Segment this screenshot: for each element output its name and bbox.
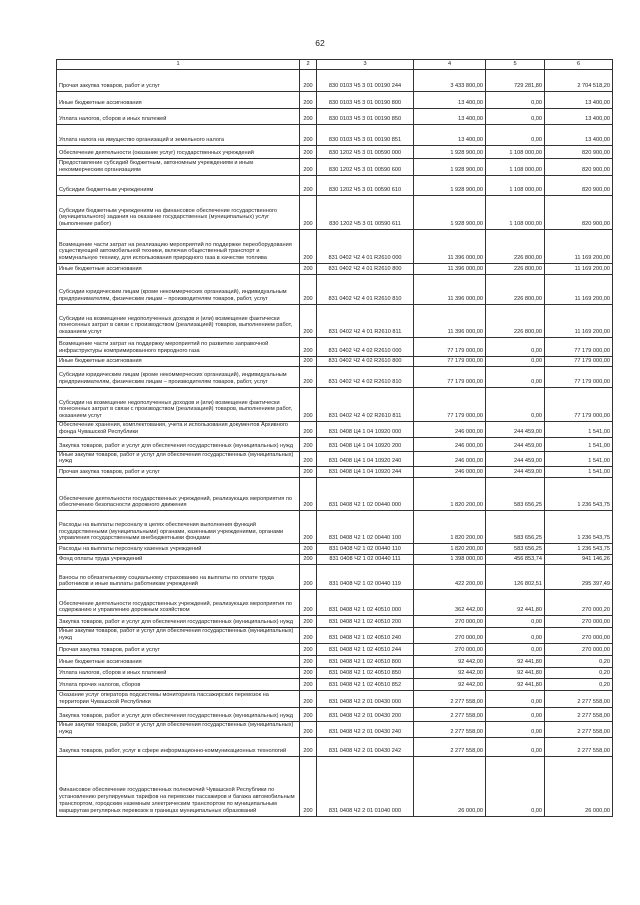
row-name: Фонд оплаты труда учреждений	[57, 555, 300, 565]
row-executed: 0,00	[486, 737, 545, 756]
row-name: Прочая закупка товаров, работ и услуг	[57, 467, 300, 478]
row-unexecuted: 820 900,00	[545, 146, 613, 159]
row-classification: 830 0103 Ч5 3 01 00190 800	[317, 92, 414, 109]
table-row	[57, 422, 613, 438]
row-name: Расходы на выплаты персоналу в целях обеспечения выполнения функций государственными (муниципальными) органами, казенными учреждениями, органами управления государственными внебюджетными фондами	[57, 511, 300, 544]
row-code: 200	[300, 275, 317, 305]
table-row	[57, 176, 613, 196]
table-row	[57, 690, 613, 707]
row-unexecuted: 295 397,49	[545, 565, 613, 590]
row-executed: 1 108 000,00	[486, 159, 545, 176]
row-name: Уплата налогов, сборов и иных платежей	[57, 109, 300, 125]
row-code: 200	[300, 555, 317, 565]
row-name: Иные закупки товаров, работ и услуг для обеспечения государственных (муниципальных) нужд	[57, 721, 300, 737]
row-code: 200	[300, 616, 317, 628]
row-approved: 1 928 900,00	[414, 159, 486, 176]
table-row	[57, 451, 613, 467]
table-row	[57, 338, 613, 357]
row-approved: 1 820 200,00	[414, 544, 486, 555]
table-row	[57, 655, 613, 667]
row-classification: 830 1202 Ч5 3 01 00590 610	[317, 176, 414, 196]
row-executed: 583 656,25	[486, 478, 545, 511]
row-approved: 13 400,00	[414, 92, 486, 109]
row-name: Финансовое обеспечение государственных полномочий Чувашской Республики по установлению регулируемых тарифов на перевозки пассажиров и багажа автомобильным транспортом, городским наземным электрическим транспортом по муниципальным маршрутам регулярных перевозок в границах муниципальных образований	[57, 756, 300, 816]
row-code: 200	[300, 437, 317, 451]
row-classification: 831 0408 Ц4 1 04 10920 000	[317, 422, 414, 438]
row-code: 200	[300, 70, 317, 92]
row-name: Закупка товаров, работ и услуг для обеспечения государственных (муниципальных) нужд	[57, 616, 300, 628]
row-name: Обеспечение деятельности государственных учреждений, реализующих мероприятия по обеспечению безопасности дорожного движения	[57, 478, 300, 511]
table-row	[57, 125, 613, 146]
row-classification: 831 0408 Ц4 1 04 10920 200	[317, 437, 414, 451]
row-executed: 244 459,00	[486, 422, 545, 438]
row-name: Уплата прочих налогов, сборов	[57, 678, 300, 690]
row-unexecuted: 941 146,26	[545, 555, 613, 565]
row-approved: 26 000,00	[414, 756, 486, 816]
row-unexecuted: 1 541,00	[545, 467, 613, 478]
row-unexecuted: 2 277 558,00	[545, 737, 613, 756]
row-code: 200	[300, 544, 317, 555]
row-executed: 226 800,00	[486, 230, 545, 264]
header-cell: 5	[486, 60, 545, 70]
row-unexecuted: 270 000,20	[545, 590, 613, 616]
header-cell: 4	[414, 60, 486, 70]
row-unexecuted: 820 900,00	[545, 196, 613, 230]
row-classification: 831 0408 Ч2 2 01 00430 000	[317, 690, 414, 707]
row-classification: 830 0103 Ч5 3 01 00190 850	[317, 109, 414, 125]
row-classification: 831 0408 Ч2 1 02 00440 111	[317, 555, 414, 565]
row-name: Иные бюджетные ассигнования	[57, 92, 300, 109]
table-row	[57, 109, 613, 125]
row-unexecuted: 2 277 558,00	[545, 721, 613, 737]
row-executed: 583 656,25	[486, 544, 545, 555]
table-row	[57, 707, 613, 721]
table-row	[57, 357, 613, 367]
row-classification: 831 0408 Ч2 1 02 40510 852	[317, 678, 414, 690]
row-name: Закупка товаров, работ, услуг в сфере информационно-коммуникационных технологий	[57, 737, 300, 756]
table-row	[57, 275, 613, 305]
header-cell: 1	[57, 60, 300, 70]
table-row	[57, 721, 613, 737]
table-row	[57, 305, 613, 338]
row-executed: 0,00	[486, 756, 545, 816]
table-row	[57, 555, 613, 565]
row-unexecuted: 1 541,00	[545, 422, 613, 438]
row-approved: 2 277 558,00	[414, 721, 486, 737]
page-number: 62	[315, 38, 325, 48]
table-row	[57, 667, 613, 678]
row-approved: 422 200,00	[414, 565, 486, 590]
row-unexecuted: 13 400,00	[545, 92, 613, 109]
row-name: Расходы на выплаты персоналу казенных учреждений	[57, 544, 300, 555]
row-executed: 0,00	[486, 616, 545, 628]
row-executed: 92 441,80	[486, 590, 545, 616]
row-code: 200	[300, 511, 317, 544]
row-classification: 830 1202 Ч5 3 01 00590 611	[317, 196, 414, 230]
table-row	[57, 616, 613, 628]
row-code: 200	[300, 667, 317, 678]
row-code: 200	[300, 422, 317, 438]
row-approved: 246 000,00	[414, 437, 486, 451]
row-code: 200	[300, 628, 317, 644]
row-approved: 92 442,00	[414, 655, 486, 667]
table-row	[57, 678, 613, 690]
table-row	[57, 264, 613, 275]
table-row	[57, 756, 613, 816]
row-name: Обеспечение деятельности (оказание услуг) государственных учреждений	[57, 146, 300, 159]
row-classification: 831 0408 Ч2 2 01 00430 242	[317, 737, 414, 756]
row-classification: 831 0408 Ц4 1 04 10920 244	[317, 467, 414, 478]
table-row	[57, 467, 613, 478]
row-executed: 0,00	[486, 125, 545, 146]
row-name: Обеспечение деятельности государственных учреждений, реализующих мероприятия по содержанию и управлению дорожным хозяйством	[57, 590, 300, 616]
row-unexecuted: 77 179 000,00	[545, 388, 613, 422]
row-unexecuted: 820 900,00	[545, 159, 613, 176]
row-unexecuted: 1 541,00	[545, 437, 613, 451]
row-unexecuted: 820 900,00	[545, 176, 613, 196]
row-name: Возмещение части затрат на поддержку мероприятий по развитию заправочной инфраструктуры компримированного природного газа	[57, 338, 300, 357]
row-classification: 831 0402 Ч2 4 02 R2610 811	[317, 388, 414, 422]
row-approved: 270 000,00	[414, 616, 486, 628]
row-approved: 270 000,00	[414, 628, 486, 644]
table-row	[57, 367, 613, 388]
row-code: 200	[300, 92, 317, 109]
row-approved: 11 396 000,00	[414, 230, 486, 264]
row-executed: 0,00	[486, 367, 545, 388]
row-executed: 92 441,80	[486, 655, 545, 667]
row-name: Субсидии на возмещение недополученных доходов и (или) возмещение фактически понесенных затрат в связи с производством (реализацией) товаров, выполнением работ, оказанием услуг	[57, 305, 300, 338]
row-executed: 0,00	[486, 690, 545, 707]
row-name: Субсидии на возмещение недополученных доходов и (или) возмещение фактически понесенных затрат в связи с производством (реализацией) товаров, выполнением работ, оказанием услуг	[57, 388, 300, 422]
row-classification: 831 0408 Ч2 1 02 40510 240	[317, 628, 414, 644]
table-row	[57, 478, 613, 511]
row-approved: 77 179 000,00	[414, 367, 486, 388]
row-executed: 729 281,80	[486, 70, 545, 92]
row-unexecuted: 1 236 543,75	[545, 511, 613, 544]
row-executed: 226 800,00	[486, 305, 545, 338]
row-name: Закупка товаров, работ и услуг для обеспечения государственных (муниципальных) нужд	[57, 707, 300, 721]
row-approved: 2 277 558,00	[414, 737, 486, 756]
header-cell: 6	[545, 60, 613, 70]
row-classification: 831 0408 Ч2 1 02 00440 110	[317, 544, 414, 555]
row-executed: 226 800,00	[486, 275, 545, 305]
row-executed: 456 853,74	[486, 555, 545, 565]
row-unexecuted: 77 179 000,00	[545, 367, 613, 388]
row-approved: 246 000,00	[414, 451, 486, 467]
row-code: 200	[300, 388, 317, 422]
row-classification: 831 0408 Ч2 2 01 01040 000	[317, 756, 414, 816]
row-name: Субсидии юридическим лицам (кроме некоммерческих организаций), индивидуальным предпринимателям, физическим лицам – производителям товаров, работ, услуг	[57, 367, 300, 388]
row-executed: 244 459,00	[486, 467, 545, 478]
row-name: Уплата налога на имущество организаций и земельного налога	[57, 125, 300, 146]
row-classification: 830 1202 Ч5 3 01 00590 000	[317, 146, 414, 159]
row-code: 200	[300, 230, 317, 264]
row-approved: 246 000,00	[414, 422, 486, 438]
row-approved: 92 442,00	[414, 678, 486, 690]
row-name: Иные бюджетные ассигнования	[57, 357, 300, 367]
row-name: Прочая закупка товаров, работ и услуг	[57, 643, 300, 655]
row-code: 200	[300, 176, 317, 196]
row-classification: 831 0408 Ч2 1 02 40510 000	[317, 590, 414, 616]
row-code: 200	[300, 367, 317, 388]
row-approved: 13 400,00	[414, 125, 486, 146]
row-unexecuted: 1 541,00	[545, 451, 613, 467]
row-executed: 92 441,80	[486, 667, 545, 678]
row-code: 200	[300, 264, 317, 275]
row-approved: 77 179 000,00	[414, 338, 486, 357]
row-classification: 831 0408 Ч2 2 01 00430 240	[317, 721, 414, 737]
row-unexecuted: 26 000,00	[545, 756, 613, 816]
row-executed: 1 108 000,00	[486, 146, 545, 159]
row-executed: 0,00	[486, 388, 545, 422]
row-executed: 0,00	[486, 338, 545, 357]
row-code: 200	[300, 159, 317, 176]
table-row	[57, 737, 613, 756]
row-classification: 831 0408 Ч2 1 02 40510 244	[317, 643, 414, 655]
row-approved: 1 928 900,00	[414, 146, 486, 159]
row-executed: 0,00	[486, 109, 545, 125]
row-classification: 831 0402 Ч2 4 02 R2610 800	[317, 357, 414, 367]
row-code: 200	[300, 451, 317, 467]
row-unexecuted: 0,20	[545, 655, 613, 667]
row-code: 200	[300, 707, 317, 721]
row-approved: 1 928 900,00	[414, 196, 486, 230]
header-cell: 3	[317, 60, 414, 70]
row-approved: 2 277 558,00	[414, 707, 486, 721]
row-unexecuted: 270 000,00	[545, 628, 613, 644]
row-code: 200	[300, 305, 317, 338]
row-unexecuted: 2 704 518,20	[545, 70, 613, 92]
row-code: 200	[300, 643, 317, 655]
row-executed: 1 108 000,00	[486, 176, 545, 196]
row-unexecuted: 11 169 200,00	[545, 305, 613, 338]
row-unexecuted: 0,20	[545, 667, 613, 678]
row-code: 200	[300, 478, 317, 511]
row-code: 200	[300, 678, 317, 690]
row-name: Закупка товаров, работ и услуг для обеспечения государственных (муниципальных) нужд	[57, 437, 300, 451]
row-classification: 831 0408 Ч2 1 02 40510 200	[317, 616, 414, 628]
row-executed: 0,00	[486, 707, 545, 721]
row-classification: 831 0402 Ч2 4 02 R2610 810	[317, 367, 414, 388]
row-approved: 270 000,00	[414, 643, 486, 655]
row-name: Прочая закупка товаров, работ и услуг	[57, 70, 300, 92]
row-classification: 831 0402 Ч2 4 01 R2610 800	[317, 264, 414, 275]
row-classification: 830 1202 Ч5 3 01 00590 600	[317, 159, 414, 176]
row-classification: 830 0103 Ч5 3 01 00190 851	[317, 125, 414, 146]
row-classification: 831 0402 Ч2 4 01 R2610 810	[317, 275, 414, 305]
table-row	[57, 146, 613, 159]
row-name: Иные бюджетные ассигнования	[57, 264, 300, 275]
row-code: 200	[300, 125, 317, 146]
row-name: Возмещение части затрат на реализацию мероприятий по поддержке переоборудования существующей автомобильной техники, включая общественный транспорт и коммунальную технику, для использования природного газа в качестве топлива	[57, 230, 300, 264]
row-executed: 226 800,00	[486, 264, 545, 275]
row-unexecuted: 2 277 558,00	[545, 690, 613, 707]
table-row	[57, 92, 613, 109]
row-approved: 13 400,00	[414, 109, 486, 125]
row-approved: 246 000,00	[414, 467, 486, 478]
row-code: 200	[300, 721, 317, 737]
row-classification: 831 0402 Ч2 4 01 R2610 811	[317, 305, 414, 338]
table-row	[57, 628, 613, 644]
row-classification: 831 0408 Ч2 1 02 00440 119	[317, 565, 414, 590]
row-executed: 0,00	[486, 357, 545, 367]
row-name: Иные закупки товаров, работ и услуг для обеспечения государственных (муниципальных) нужд	[57, 628, 300, 644]
row-executed: 244 459,00	[486, 437, 545, 451]
row-name: Уплата налогов, сборов и иных платежей	[57, 667, 300, 678]
row-code: 200	[300, 655, 317, 667]
row-approved: 11 396 000,00	[414, 275, 486, 305]
row-name: Иные бюджетные ассигнования	[57, 655, 300, 667]
row-name: Обеспечение хранения, комплектования, учета и использования документов Архивного фонда Чувашской Республики	[57, 422, 300, 438]
row-unexecuted: 11 169 200,00	[545, 264, 613, 275]
header-cell: 2	[300, 60, 317, 70]
row-approved: 77 179 000,00	[414, 357, 486, 367]
row-classification: 831 0402 Ч2 4 02 R2610 000	[317, 338, 414, 357]
row-classification: 831 0408 Ч2 1 02 00440 100	[317, 511, 414, 544]
row-unexecuted: 1 236 543,75	[545, 478, 613, 511]
row-name: Субсидии бюджетным учреждениям на финансовое обеспечение государственного (муниципального) задания на оказание государственных (муниципальных) услуг (выполнение работ)	[57, 196, 300, 230]
table-row	[57, 437, 613, 451]
row-unexecuted: 0,20	[545, 678, 613, 690]
row-code: 200	[300, 357, 317, 367]
row-approved: 2 277 558,00	[414, 690, 486, 707]
row-unexecuted: 11 169 200,00	[545, 275, 613, 305]
table-row	[57, 544, 613, 555]
row-approved: 362 442,00	[414, 590, 486, 616]
row-name: Субсидии бюджетным учреждениям	[57, 176, 300, 196]
row-code: 200	[300, 146, 317, 159]
row-executed: 0,00	[486, 628, 545, 644]
row-approved: 77 179 000,00	[414, 388, 486, 422]
row-classification: 831 0408 Ч2 2 01 00430 200	[317, 707, 414, 721]
table-row	[57, 70, 613, 92]
row-code: 200	[300, 565, 317, 590]
row-code: 200	[300, 109, 317, 125]
row-executed: 0,00	[486, 721, 545, 737]
row-classification: 830 0103 Ч5 3 01 00190 244	[317, 70, 414, 92]
table-body	[57, 70, 613, 817]
table-row	[57, 196, 613, 230]
row-classification: 831 0408 Ч2 1 02 40510 850	[317, 667, 414, 678]
row-executed: 1 108 000,00	[486, 196, 545, 230]
table-row	[57, 565, 613, 590]
row-unexecuted: 11 169 200,00	[545, 230, 613, 264]
row-unexecuted: 270 000,00	[545, 643, 613, 655]
row-code: 200	[300, 196, 317, 230]
row-approved: 11 396 000,00	[414, 305, 486, 338]
row-executed: 0,00	[486, 643, 545, 655]
budget-table	[56, 59, 613, 817]
row-code: 200	[300, 737, 317, 756]
table-row	[57, 159, 613, 176]
row-approved: 92 442,00	[414, 667, 486, 678]
row-code: 200	[300, 756, 317, 816]
row-executed: 92 441,80	[486, 678, 545, 690]
row-approved: 1 928 900,00	[414, 176, 486, 196]
row-classification: 831 0408 Ц4 1 04 10920 240	[317, 451, 414, 467]
row-unexecuted: 77 179 000,00	[545, 338, 613, 357]
row-approved: 3 433 800,00	[414, 70, 486, 92]
row-unexecuted: 2 277 558,00	[545, 707, 613, 721]
row-code: 200	[300, 338, 317, 357]
row-name: Оказание услуг оператора подсистемы мониторинга пассажирских перевозок на территории Чувашской Республики	[57, 690, 300, 707]
row-classification: 831 0408 Ч2 1 02 00440 000	[317, 478, 414, 511]
row-code: 200	[300, 467, 317, 478]
row-approved: 1 398 000,00	[414, 555, 486, 565]
table-row	[57, 511, 613, 544]
row-executed: 0,00	[486, 92, 545, 109]
row-name: Предоставление субсидий бюджетным, автономным учреждениям и иным некоммерческим организациям	[57, 159, 300, 176]
row-approved: 1 820 200,00	[414, 511, 486, 544]
row-code: 200	[300, 590, 317, 616]
table-row	[57, 388, 613, 422]
row-approved: 11 396 000,00	[414, 264, 486, 275]
row-unexecuted: 13 400,00	[545, 109, 613, 125]
row-executed: 244 459,00	[486, 451, 545, 467]
table-row	[57, 643, 613, 655]
row-unexecuted: 1 236 543,75	[545, 544, 613, 555]
row-name: Иные закупки товаров, работ и услуг для обеспечения государственных (муниципальных) нужд	[57, 451, 300, 467]
row-executed: 126 802,51	[486, 565, 545, 590]
row-name: Взносы по обязательному социальному страхованию на выплаты по оплате труда работников и иные выплаты работникам учреждений	[57, 565, 300, 590]
row-code: 200	[300, 690, 317, 707]
row-name: Субсидии юридическим лицам (кроме некоммерческих организаций), индивидуальным предпринимателям, физическим лицам – производителям товаров, работ, услуг	[57, 275, 300, 305]
row-unexecuted: 270 000,00	[545, 616, 613, 628]
row-classification: 831 0408 Ч2 1 02 40510 800	[317, 655, 414, 667]
row-approved: 1 820 200,00	[414, 478, 486, 511]
table-row	[57, 230, 613, 264]
row-executed: 583 656,25	[486, 511, 545, 544]
row-unexecuted: 77 179 000,00	[545, 357, 613, 367]
row-classification: 831 0402 Ч2 4 01 R2610 000	[317, 230, 414, 264]
row-unexecuted: 13 400,00	[545, 125, 613, 146]
table-row	[57, 590, 613, 616]
header-row	[57, 60, 613, 70]
